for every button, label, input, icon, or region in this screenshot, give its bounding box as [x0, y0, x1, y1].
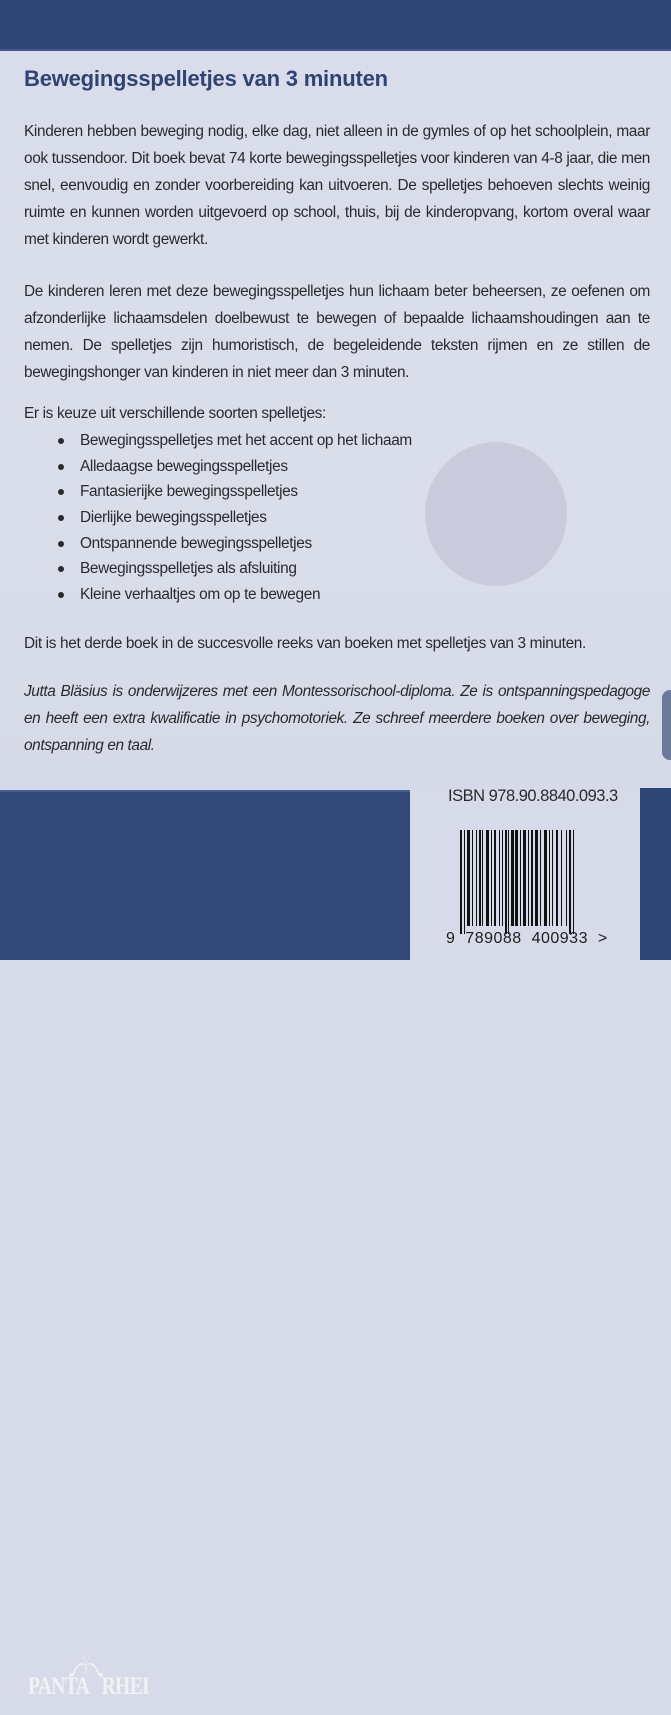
- publisher-name: PANTA RHEI: [28, 1673, 149, 1700]
- list-item: Ontspannende bewegingsspelletjes: [58, 531, 412, 557]
- publisher-subtitle: UITGEVERIJ: [32, 1705, 152, 1711]
- series-note: Dit is het derde boek in de succesvolle reeks van boeken met spelletjes van 3 minuten.: [24, 635, 586, 652]
- bullet-icon: [58, 464, 64, 470]
- list-item: Alledaagse bewegingsspelletjes: [58, 454, 412, 480]
- top-blue-band: [0, 0, 671, 51]
- edge-shadow: [662, 690, 671, 760]
- barcode: [460, 830, 598, 930]
- bullet-icon: [58, 515, 64, 521]
- list-item: Bewegingsspelletjes met het accent op het lichaam: [58, 428, 412, 454]
- description-paragraph-1: Kinderen hebben beweging nodig, elke dag, niet alleen in de gymles of op het schoolplein, maar ook tussendoor. Dit boek bevat 74 korte bewegingsspelletjes voor kinderen van 4-8 jaar, die men snel, eenvoudig en zonder voorbereiding kan uitvoeren. De spelletjes behoeven slechts weinig ruimte en kunnen worden uitgevoerd op school, thuis, bij de kinderopvang, kortom overal waar met kinderen wordt gewerkt.: [24, 123, 650, 248]
- game-types-list: [58, 428, 412, 608]
- barcode-digits: 9 789088 400933 >: [446, 930, 608, 947]
- bullet-icon: [58, 592, 64, 598]
- bullet-icon: [58, 566, 64, 572]
- list-intro: Er is keuze uit verschillende soorten spelletjes:: [24, 405, 326, 422]
- bottom-right-blue-band: [640, 788, 671, 960]
- book-title: Bewegingsspelletjes van 3 minuten: [24, 66, 388, 91]
- description-paragraph-2: De kinderen leren met deze bewegingsspelletjes hun lichaam beter beheersen, ze oefenen om afzonderlijke lichaamsdelen doelbewust te bewegen of bepaalde lichaamshoudingen aan te nemen. De spelletjes zijn humoristisch, de begeleidende teksten rijmen en ze stillen de bewegingshonger van kinderen in niet meer dan 3 minuten.: [24, 283, 650, 381]
- bullet-icon: [58, 489, 64, 495]
- publisher-logo: [28, 1645, 158, 1715]
- list-item: Bewegingsspelletjes als afsluiting: [58, 556, 412, 582]
- decorative-circle: [425, 442, 567, 586]
- bottom-blue-band: [0, 790, 410, 1711]
- bullet-icon: [58, 438, 64, 444]
- author-bio: Jutta Bläsius is onderwijzeres met een Montessorischool-diploma. Ze is ontspanningspedagoge en heeft een extra kwalificatie in psychomotoriek. Ze schreef meerdere boeken over beweging, ontspanning en taal.: [24, 683, 650, 754]
- bullet-icon: [58, 541, 64, 547]
- isbn-label: ISBN 978.90.8840.093.3: [448, 787, 618, 805]
- list-item: Fantasierijke bewegingsspelletjes: [58, 479, 412, 505]
- list-item: Dierlijke bewegingsspelletjes: [58, 505, 412, 531]
- list-item: Kleine verhaaltjes om op te bewegen: [58, 582, 412, 608]
